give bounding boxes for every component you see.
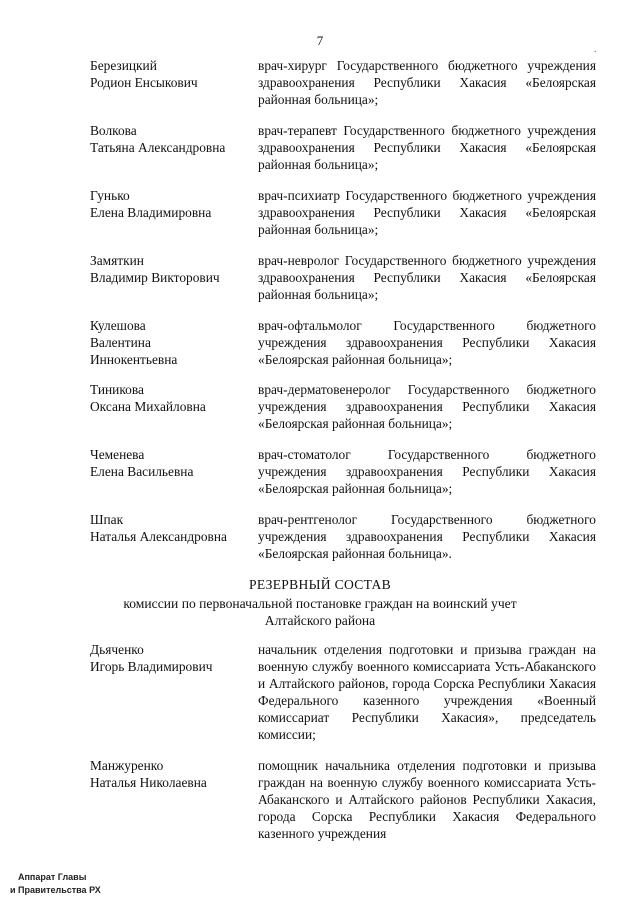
member-role: помощник начальника отделения подготовки и призыва граждан на военную службу военного комиссариата Усть-Абаканского и Алтайского районов Республики Хакасия, города Сорска Республики Хакасия Федерального казенного учреждения (258, 758, 596, 841)
footer-stamp-line1: Аппарат Главы (18, 872, 87, 882)
commission-member (90, 122, 596, 173)
reserve-section-title: РЕЗЕРВНЫЙ СОСТАВ (248, 577, 392, 592)
commission-member (90, 57, 596, 108)
commission-member (90, 252, 596, 303)
member-role: начальник отделения подготовки и призыва граждан на военную службу военного комиссариата Усть-Абаканского и Алтайского районов, города Сорска Республики Хакасия Федерального казенного учреждения «Военный комиссариат Республики Хакасия», председатель комиссии; (258, 642, 596, 742)
member-role: врач-хирург Государственного бюджетного учреждения здравоохранения Республики Хакасия «Белоярская районная больница»; (258, 58, 596, 107)
member-role: врач-стоматолог Государственного бюджетного учреждения здравоохранения Республики Хакасия «Белоярская районная больница»; (258, 447, 596, 496)
member-name: Гунько Елена Владимировна (90, 188, 212, 220)
member-role: врач-рентгенолог Государственного бюджетного учреждения здравоохранения Республики Хакасия «Белоярская районная больница». (258, 512, 596, 561)
member-role: врач-невролог Государственного бюджетного учреждения здравоохранения Республики Хакасия «Белоярская районная больница»; (258, 253, 596, 302)
member-name: Волкова Татьяна Александровна (90, 123, 226, 155)
member-role: врач-психиатр Государственного бюджетного учреждения здравоохранения Республики Хакасия «Белоярская районная больница»; (258, 188, 596, 237)
commission-member (90, 187, 596, 238)
commission-member (90, 381, 596, 432)
footer-stamp-line2: и Правительства РХ (10, 885, 101, 895)
reserve-section-district: Алтайского района (264, 613, 376, 628)
member-name: Березицкий Родион Енсыкович (90, 58, 198, 90)
page-number: 7 (316, 33, 324, 48)
commission-member (90, 446, 596, 497)
member-name: Замяткин Владимир Викторович (90, 253, 220, 285)
member-name: Тиникова Оксана Михайловна (90, 382, 206, 414)
corner-mark: . (594, 44, 597, 55)
member-role: врач-терапевт Государственного бюджетного учреждения здравоохранения Республики Хакасия «Белоярская районная больница»; (258, 123, 596, 172)
reserve-member (90, 757, 596, 842)
member-role: врач-офтальмолог Государственного бюджетного учреждения здравоохранения Республики Хакасия «Белоярская районная больница»; (258, 318, 596, 367)
member-name: Шпак Наталья Александровна (90, 512, 227, 544)
commission-member (90, 511, 596, 562)
member-name: Манжуренко Наталья Николаевна (90, 758, 207, 790)
member-name: Чеменева Елена Васильевна (90, 447, 194, 479)
member-name: Кулешова Валентина Иннокентьевна (90, 318, 178, 367)
member-role: врач-дерматовенеролог Государственного бюджетного учреждения здравоохранения Республики Хакасия «Белоярская районная больница»; (258, 382, 596, 431)
reserve-section-subtitle: комиссии по первоначальной постановке граждан на воинский учет (123, 596, 517, 611)
reserve-member (90, 641, 596, 743)
member-name: Дьяченко Игорь Владимирович (90, 642, 213, 674)
commission-member (90, 317, 596, 368)
